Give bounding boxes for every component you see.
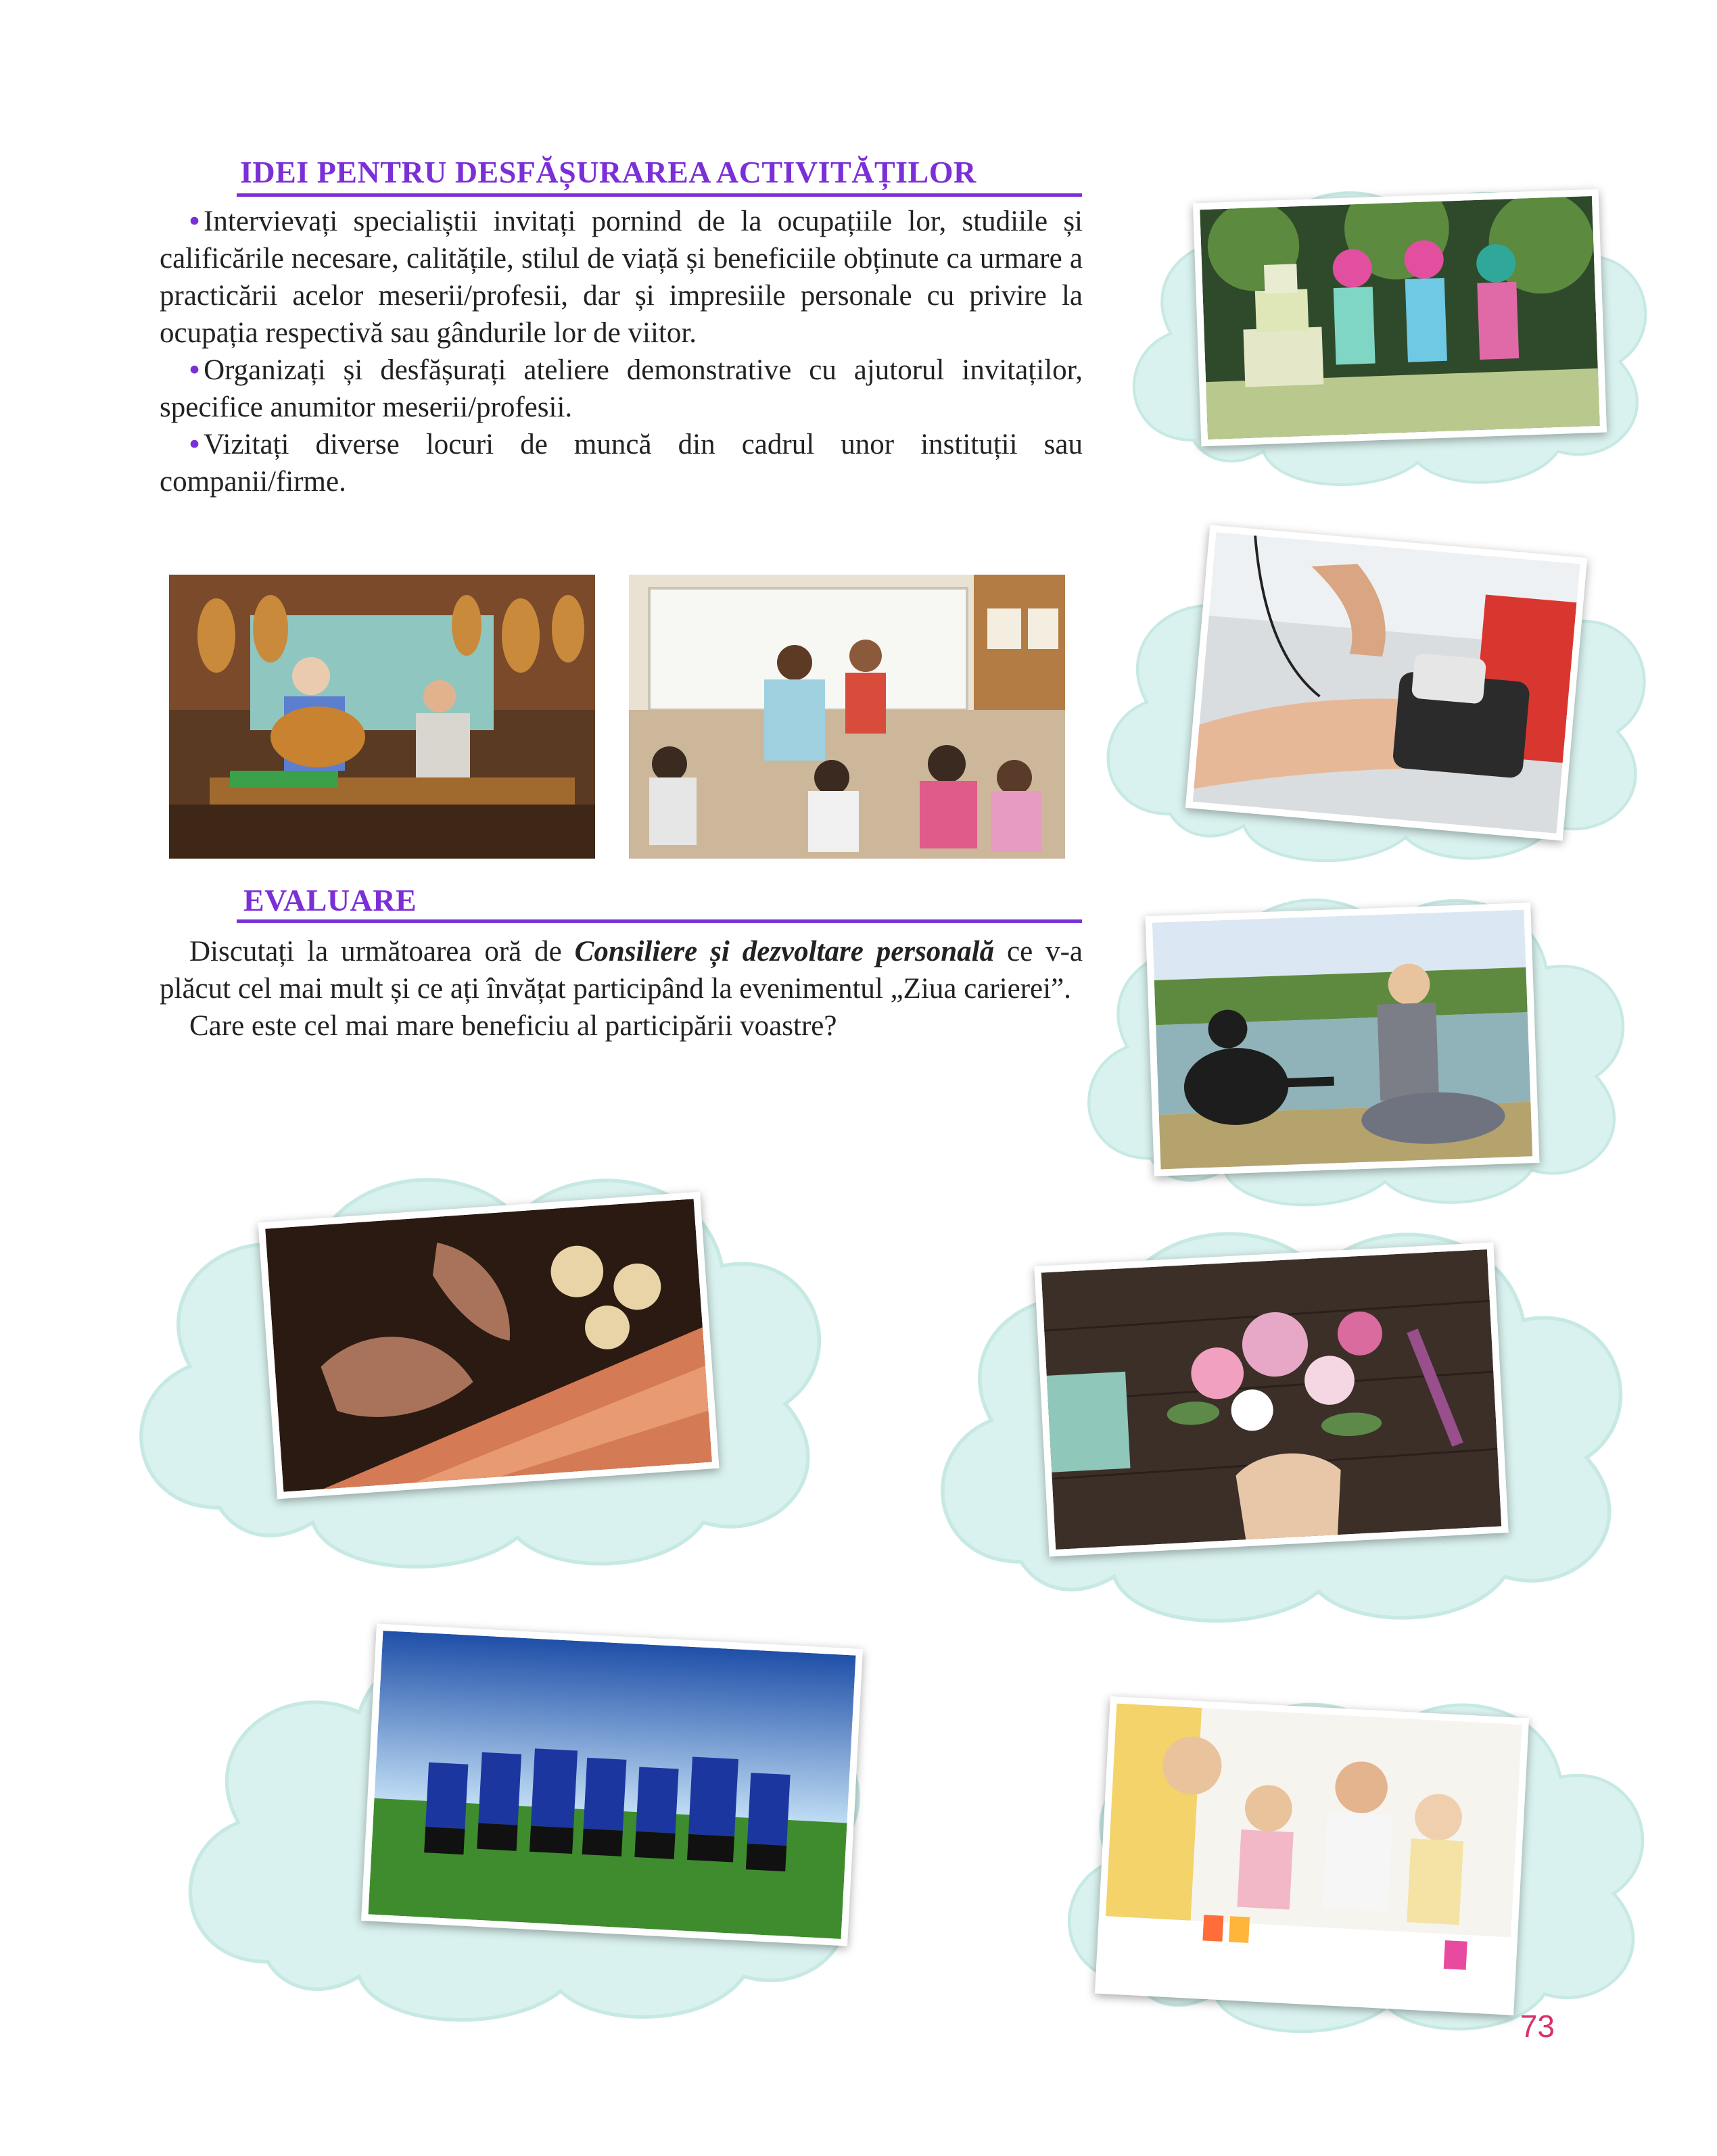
- photo-baker-hands: [258, 1192, 719, 1500]
- photo-chef-kids: [1193, 189, 1607, 447]
- ideas-bullet-3: • Vizitați diverse locuri de muncă din cadrul unor instituții sau companii/firme.: [160, 429, 1083, 498]
- evaluation-body: [160, 933, 1083, 1045]
- photo-florist: [1034, 1243, 1509, 1557]
- ideas-heading-rule: [237, 193, 1082, 197]
- bullet-icon: •: [189, 206, 200, 237]
- ideas-bullet-2: • Organizați și desfășurați ateliere demonstrative cu ajutorul invitaților, specifice anumitor meserii/profesii.: [160, 354, 1083, 423]
- ideas-body: [160, 203, 1083, 500]
- photo-family-painting: [1095, 1696, 1529, 2015]
- bullet-icon: •: [189, 429, 200, 460]
- bullet-icon: •: [189, 354, 200, 386]
- evaluation-paragraph-2: Care este cel mai mare beneficiu al participării voastre?: [189, 1010, 837, 1042]
- evaluation-paragraph-1: Discutați la următoarea oră de Consiliere și dezvoltare personală ce v-a plăcut cel mai mult și ce ați învățat participând la evenimentul „Ziua carierei”.: [160, 936, 1083, 1005]
- evaluation-heading-rule: [237, 919, 1082, 923]
- evaluation-heading: EVALUARE: [243, 883, 417, 917]
- photo-football-team: [361, 1623, 863, 1946]
- ideas-bullet-1: • Intervievați specialiștii invitați pornind de la ocupațiile lor, studiile și calificările necesare, calitățile, stilul de viață și beneficiile obținute ca urmare a practicării acelor meserii/profesii, dar și impresiile personale cu privire la ocupația respectivă sau gândurile lor de viitor.: [160, 206, 1083, 349]
- photo-guitar-workshop: [169, 575, 595, 859]
- photo-dog-trainer: [1145, 903, 1539, 1176]
- ideas-heading: IDEI PENTRU DESFĂȘURAREA ACTIVITĂȚILOR: [240, 155, 977, 189]
- page-number: 73: [1520, 2009, 1555, 2044]
- photo-classroom: [629, 575, 1065, 859]
- photo-blood-pressure: [1185, 525, 1587, 840]
